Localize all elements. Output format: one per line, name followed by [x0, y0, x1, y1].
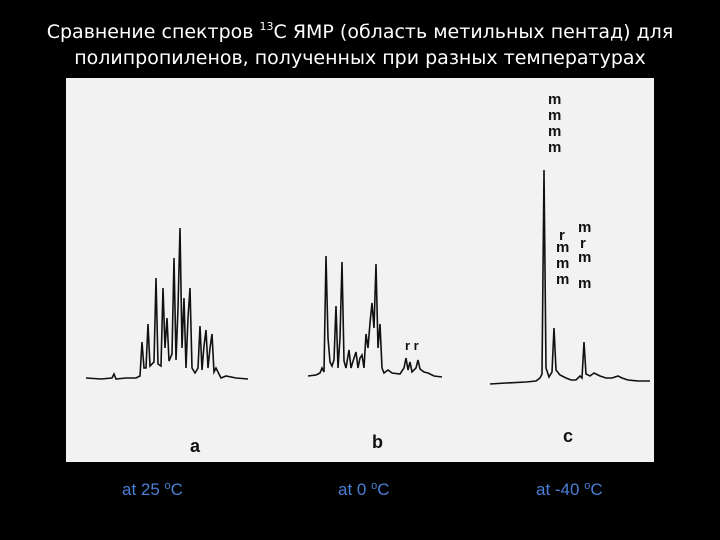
caption-a [122, 480, 183, 500]
caption-b [338, 480, 390, 500]
peak-label-char: m [556, 271, 570, 288]
peak-label-char: r [559, 227, 565, 244]
caption-c [536, 480, 603, 500]
panel-letter-c: c [563, 426, 574, 446]
peak-label-mmmr [556, 227, 569, 288]
rr-annotation: r r [405, 338, 419, 353]
caption-b-unit: C [377, 480, 390, 499]
peak-label-char: m [556, 239, 570, 256]
slide-title [0, 14, 720, 71]
peak-label-char: m [578, 249, 592, 266]
panel-letter-a: a [190, 436, 201, 456]
peak-label-char: m [548, 91, 562, 108]
nmr-spectra-figure [66, 78, 654, 462]
peak-label-char: m [556, 255, 570, 272]
peak-label-char: m [548, 107, 562, 124]
caption-a-unit: C [170, 480, 183, 499]
panel-letter-b: b [372, 432, 383, 452]
title-line-1 [0, 14, 720, 45]
caption-c-unit: C [590, 480, 603, 499]
peak-label-char: m [578, 275, 592, 292]
title-text-start: Сравнение спектров [46, 21, 260, 43]
spectrum-b-trace [308, 256, 442, 377]
title-line-2: полипропиленов, полученных при разных температурах [74, 47, 646, 69]
caption-b-text: at 0 [338, 480, 372, 499]
peak-label-char: m [548, 139, 562, 156]
title-text-end: C ЯМР (область метильных пентад) для [273, 21, 674, 43]
peak-label-mmrm [578, 219, 591, 292]
spectrum-c-trace [490, 170, 650, 384]
spectrum-a-trace [86, 228, 248, 379]
peak-label-char: m [548, 123, 562, 140]
peak-label-mmmm [548, 91, 561, 156]
peak-label-char: m [578, 219, 592, 236]
caption-a-text: at 25 [122, 480, 165, 499]
degree-mark: o [164, 480, 171, 492]
degree-mark: o [584, 480, 591, 492]
spectra-svg [66, 78, 654, 462]
peak-label-char: r [580, 235, 586, 252]
caption-c-text: at -40 [536, 480, 585, 499]
isotope-superscript: 13 [259, 20, 274, 33]
degree-mark: o [371, 480, 378, 492]
